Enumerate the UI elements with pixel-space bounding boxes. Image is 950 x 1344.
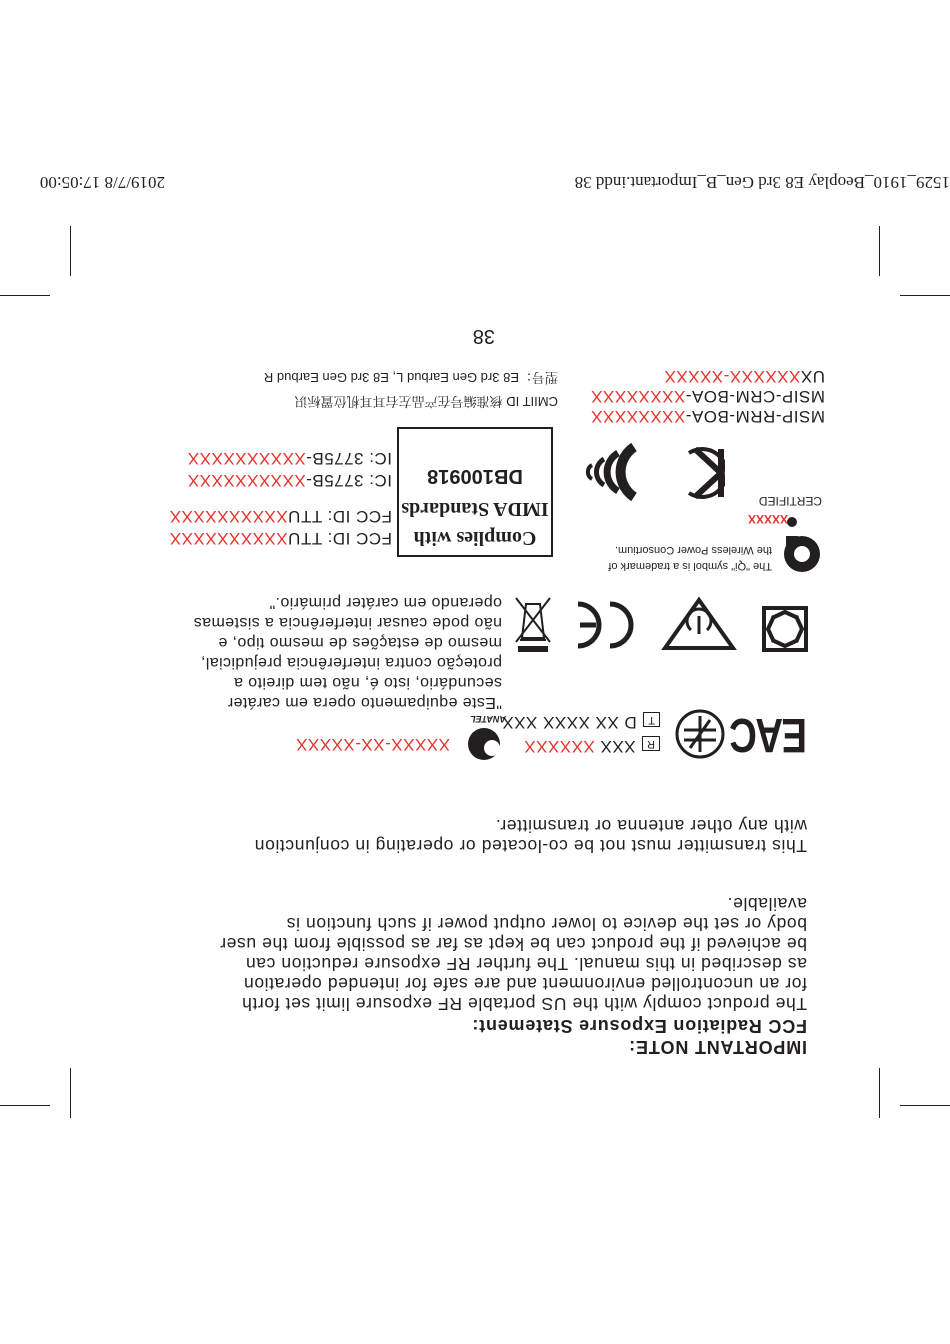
anatel-logo-text: ANATEL [470,714,506,724]
crop-mark [879,226,880,276]
cmiit-line: CMIIT ID 核准编号在产品左右耳耳机位置标识 [294,394,558,409]
qi-note-1: The "Qi" symbol is a trademark of [608,560,772,572]
imda-complies: Complies with [413,527,537,549]
rcm-mark-icon [661,596,737,652]
crop-mark [900,295,950,296]
ic-id-2: IC: 3775B-XXXXXXXXXX [187,449,392,468]
japan-giteki-icon [674,708,726,760]
slug-timestamp: 2019/7/8 17:05:00 [39,173,165,192]
fcc-id-2: FCC ID: TTUXXXXXXXXXX [169,507,392,526]
kc-mark-icon [685,445,725,501]
fcc-transmitter-note: This transmitter must not be co-located or operating in conjunction with any other antenna or transmitter. [254,816,807,856]
crop-mark [0,295,50,296]
imda-label [399,427,554,557]
anatel-code: XXXXX-XX-XXXXX [295,735,450,754]
eac-mark: EAC [730,708,807,761]
crop-mark [70,1068,71,1118]
slug-filename: 1529_1910_Beoplay E8 3rd Gen_B_Important.indd 38 [574,173,950,192]
crop-mark [900,1105,950,1106]
model-line-2: MSIP-CRM-BOA-XXXXXXXX [590,387,825,406]
imda-box [397,427,553,557]
imda-standards: IMDA Standards [401,498,549,520]
model-names-line: 型号：E8 3rd Gen Earbud L, E8 3rd Gen Earbud R [263,370,558,385]
anatel-logo-icon [460,722,506,762]
qi-note-2: the Wireless Power Consortium. [614,544,772,556]
fcc-exposure-heading: FCC Radiation Exposure Statement: [471,1016,807,1036]
important-note-heading: IMPORTANT NOTE: [628,1037,807,1057]
fcc-exposure-body: The product comply with the US portable RF exposure limit set forth for an uncontrolled environment and are safe for intended operation as described in this manual. The further RF exposure reduction can be achieved if the product can be kept as far as possible from the user body or set the device to lower output power if such function is available. [219,894,807,1014]
qi-code: XXXXX [747,512,788,526]
anatel-statement: "Este equipamento opera em caráter secundário, isto é, não tem direito a proteção contra interferência prejudicial, mesmo de estações de mesmo tipo, e não pode causar interferência a sistemas operando em caráter primário." [193,594,502,711]
recycle-mark-icon [760,604,810,654]
weee-bin-icon [512,592,554,654]
crop-mark [70,226,71,276]
model-line-3: UXXXXXXX-XXXXX [663,367,825,386]
japan-t-code: TD XX XXXX XXX [502,712,660,732]
crop-mark [879,1068,880,1118]
japan-r-code: RXXX XXXXXX [524,736,660,756]
model-line-1: MSIP-RRM-BOA-XXXXXXXX [590,407,825,426]
wireless-arcs-icon [574,443,644,501]
imda-reg-number: DB100918 [427,465,523,487]
ic-id-1: IC: 3775B-XXXXXXXXXX [187,471,392,490]
fcc-id-1: FCC ID: TTUXXXXXXXXXX [169,529,392,548]
page-number: 38 [472,325,495,347]
qi-certified: CERTIFIED [758,494,822,508]
ce-mark-icon [574,600,634,650]
crop-mark [0,1105,50,1106]
